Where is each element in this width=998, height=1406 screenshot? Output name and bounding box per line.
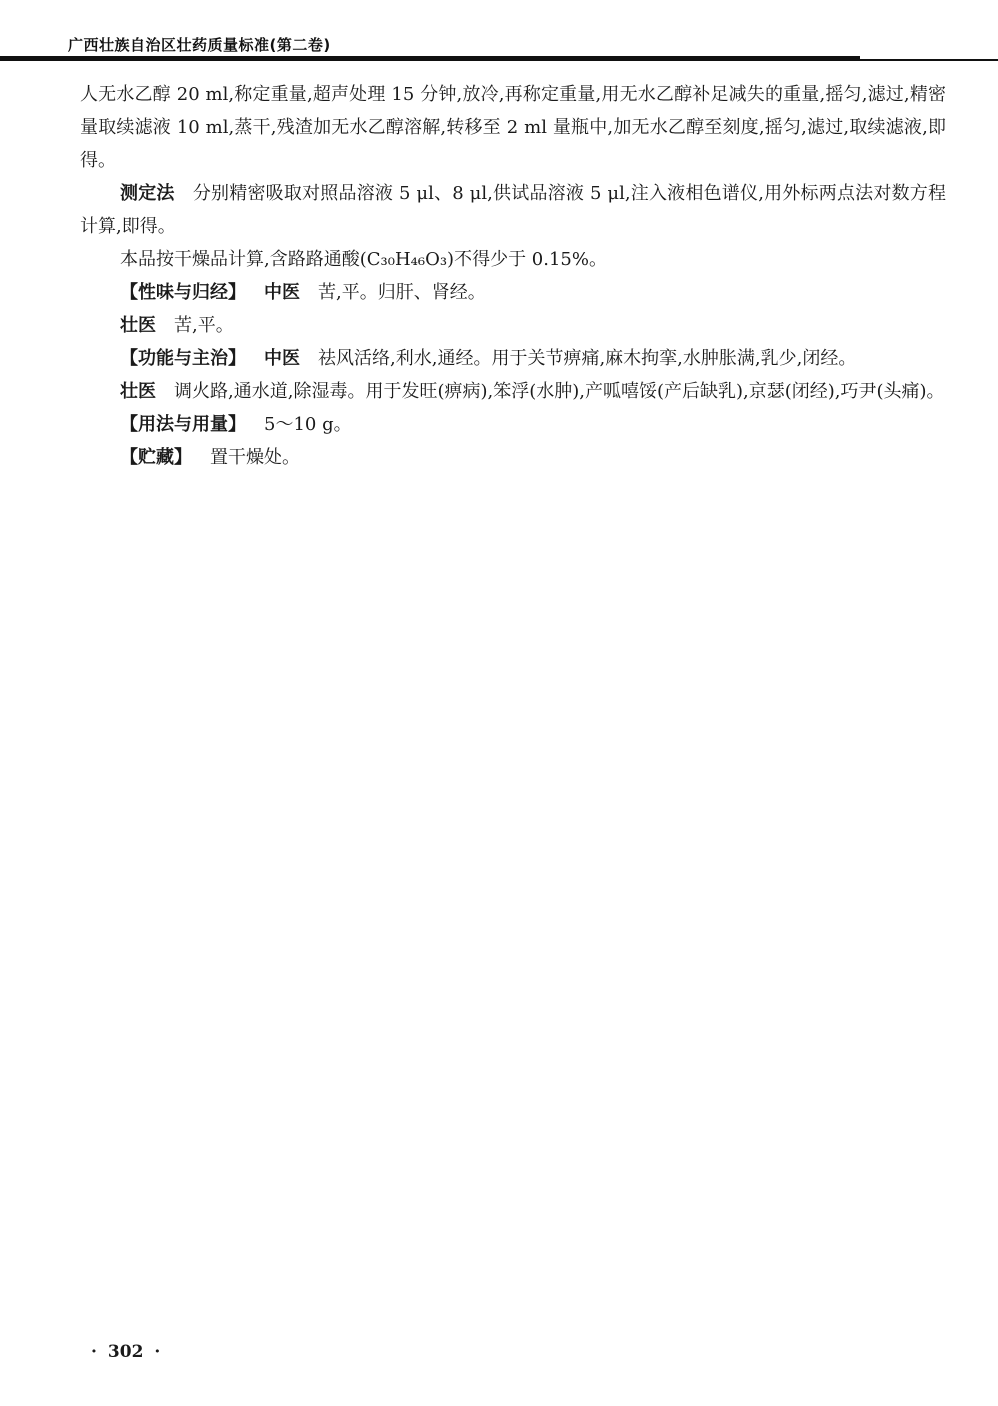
page-number-dot-right: · bbox=[154, 1342, 161, 1362]
text-storage: 置干燥处。 bbox=[210, 447, 300, 468]
section-label-functions: 【功能与主治】 bbox=[120, 348, 246, 369]
label-tcm: 中医 bbox=[264, 348, 300, 369]
header-rule-thin bbox=[0, 59, 998, 61]
text-functions-zhuang: 调火路,通水道,除湿毒。用于发旺(痹病),笨浮(水肿),产呱嘻馁(产后缺乳),京瑟(闭经),巧尹(头痛)。 bbox=[174, 381, 945, 402]
paragraph-functions-indications bbox=[80, 342, 946, 375]
page-number-dot-left: · bbox=[91, 1342, 97, 1362]
paragraph-nature-zhuang bbox=[80, 309, 946, 342]
paragraph-assay-method bbox=[80, 177, 946, 243]
text-nature-zhuang: 苦,平。 bbox=[174, 315, 234, 336]
paragraph-content-limit: 本品按干燥品计算,含路路通酸(C₃₀H₄₆O₃)不得少于 0.15%。 bbox=[120, 249, 607, 270]
body-text bbox=[80, 78, 946, 474]
section-label-storage: 【贮藏】 bbox=[120, 447, 192, 468]
page-number-value: 302 bbox=[107, 1342, 144, 1362]
page-number bbox=[86, 1342, 165, 1362]
text-functions-tcm: 祛风活络,利水,通经。用于关节痹痛,麻木拘挛,水肿胀满,乳少,闭经。 bbox=[318, 348, 857, 369]
paragraph-usage-dosage bbox=[80, 408, 946, 441]
paragraph-storage bbox=[80, 441, 946, 474]
paragraph-nature-meridian bbox=[80, 276, 946, 309]
label-zhuang-medicine: 壮医 bbox=[120, 381, 156, 402]
label-assay-method: 测定法 bbox=[120, 183, 175, 204]
paragraph-functions-zhuang bbox=[80, 375, 946, 408]
label-zhuang-medicine: 壮医 bbox=[120, 315, 156, 336]
paragraph-extraction: 人无水乙醇 20 ml,称定重量,超声处理 15 分钟,放冷,再称定重量,用无水乙醇补足减失的重量,摇匀,滤过,精密量取续滤液 10 ml,蒸干,残渣加无水乙醇溶解,转移至 2 ml 量瓶中,加无水乙醇至刻度,摇匀,滤过,取续滤液,即得。 bbox=[80, 84, 946, 171]
text-nature-tcm: 苦,平。归肝、肾经。 bbox=[318, 282, 486, 303]
text-assay-method: 分别精密吸取对照品溶液 5 μl、8 μl,供试品溶液 5 μl,注入液相色谱仪,用外标两点法对数方程计算,即得。 bbox=[80, 183, 946, 237]
section-label-usage-dosage: 【用法与用量】 bbox=[120, 414, 246, 435]
label-tcm: 中医 bbox=[264, 282, 300, 303]
section-label-nature-meridian: 【性味与归经】 bbox=[120, 282, 246, 303]
text-usage-dosage: 5～10 g。 bbox=[264, 414, 352, 435]
header-rule bbox=[0, 56, 998, 64]
running-head-title: 广西壮族自治区壮药质量标准(第二卷) bbox=[68, 36, 331, 54]
